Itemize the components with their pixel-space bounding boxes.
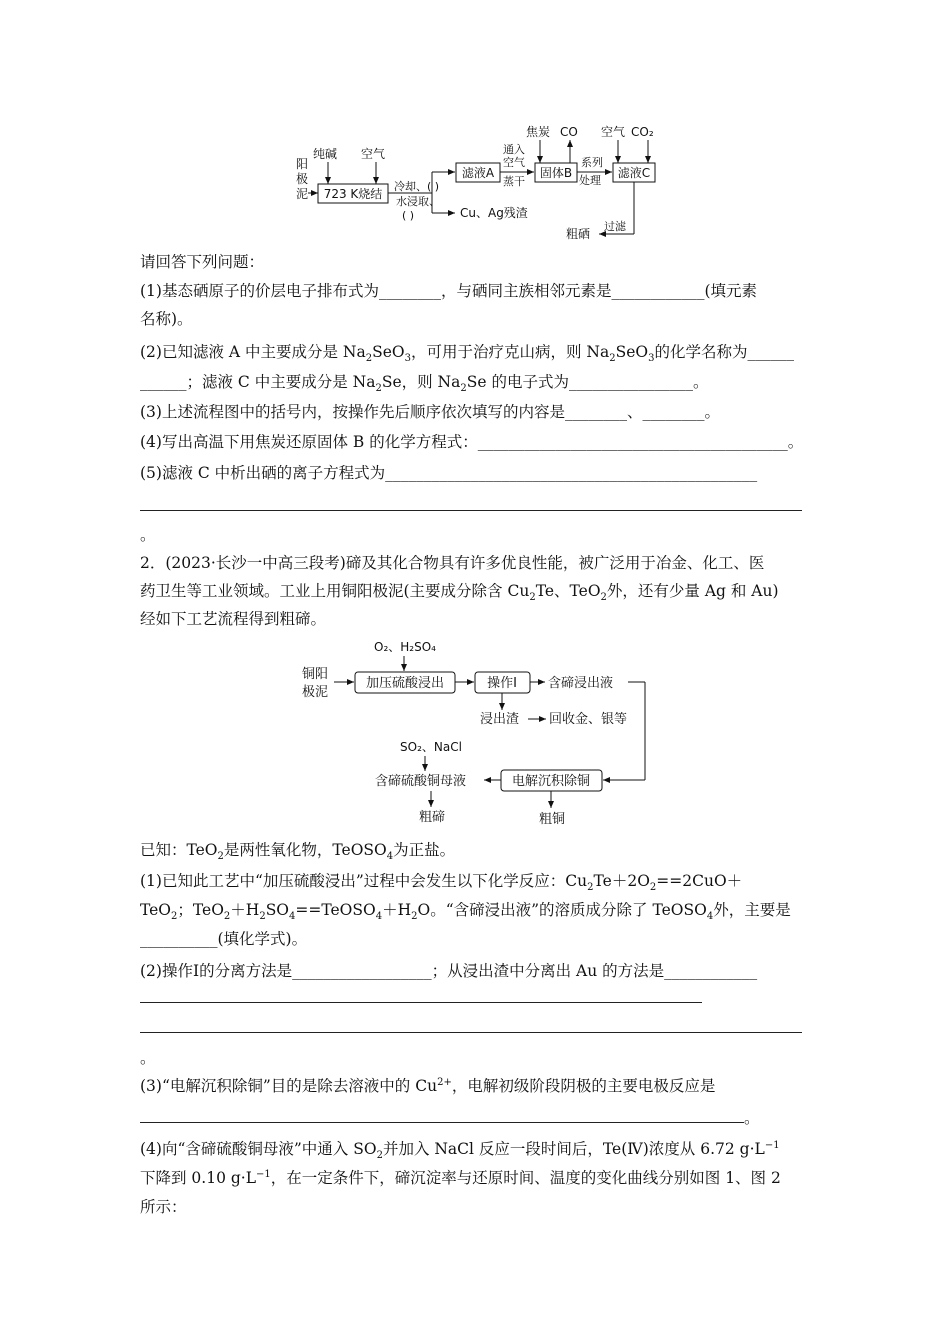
label-kongqi-2: 空气 — [601, 125, 626, 139]
label-filtrate-c: 滤液C — [617, 166, 651, 180]
label-sintering: 723 K烧结 — [323, 187, 383, 201]
q2-sub4-line3: 所示： — [140, 1198, 187, 1216]
q1-intro: 请回答下列问题： — [140, 253, 265, 271]
label-residue: Cu、Ag残渣 — [460, 206, 528, 220]
label-kongqi-1: 空气 — [361, 147, 386, 161]
q1-part3: (3)上述流程图中的括号内，按操作先后顺序依次填写的内容是________、________。 — [140, 403, 720, 421]
label-crude-te: 粗碲 — [419, 810, 446, 825]
q1-part5: (5)滤液 C 中析出硒的离子方程式为________________________________________________ — [140, 464, 758, 482]
q1-part1-line2: 名称)。 — [140, 310, 193, 328]
q2-sub1-line2: TeO$_2$；$TeO_2+H_2SO_4==TeOSO_4+H_2O$。“含碲浸出液”的溶质成分除了 TeOSO$_4$外，主要是 — [140, 901, 791, 923]
label-tongru: 通入 — [503, 143, 525, 156]
label-tongyangjini-1: 铜阳 — [302, 667, 329, 682]
label-reagents-mid: SO₂、NaCl — [400, 740, 462, 754]
label-chunjian: 纯碱 — [313, 147, 338, 161]
label-chuli: 处理 — [579, 174, 601, 187]
label-cuxi: 粗硒 — [566, 227, 591, 241]
q2-sub3-end: 。 — [744, 1109, 760, 1127]
q2-sub4-line1: (4)向“含碲硫酸铜母液”中通入 $SO_2$并加入 NaCl 反应一段时间后，Te(Ⅳ)浓度从 6.72 $g\cdot L^{-1}$ — [140, 1139, 780, 1162]
label-leach-solution: 含碲浸出液 — [548, 676, 614, 691]
q2-sub1-line1: (1)已知此工艺中“加压硫酸浸出”过程中会发生以下化学反应：$Cu_2Te+2O_2==2CuO+$ — [140, 872, 743, 894]
label-shuijin: 水浸取、 — [396, 195, 440, 208]
label-reagents-top: O₂、H₂SO₄ — [374, 640, 436, 654]
label-crude-cu: 粗铜 — [539, 812, 566, 827]
q1-part2-line2: ______；滤液 C 中主要成分是 $Na_2Se$，则 $Na_2Se$ 的电子式为________________。 — [140, 373, 709, 395]
label-yangjini-2: 极 — [296, 172, 309, 186]
label-xilie: 系列 — [581, 156, 603, 169]
label-yangjini-3: 泥 — [296, 187, 309, 201]
label-operation-1: 操作Ⅰ — [487, 676, 517, 691]
q2-sub4-line2: 下降到 0.10 $g\cdot L^{-1}$，在一定条件下，碲沉淀率与还原时间、温度的变化曲线分别如图 1、图 2 — [140, 1168, 781, 1187]
label-tongyangjini-2: 极泥 — [302, 685, 329, 700]
label-mother-liquor: 含碲硫酸铜母液 — [375, 774, 467, 789]
q1-part2-line1: (2)已知滤液 A 中主要成分是 $Na_2SeO_3$，可用于治疗克山病，则 $Na_2SeO_3$的化学名称为______ — [140, 343, 794, 365]
label-electrolysis: 电解沉积除铜 — [511, 774, 591, 789]
answer-line — [140, 1002, 702, 1003]
label-filtrate-a: 滤液A — [461, 166, 495, 180]
q1-end-mark: 。 — [140, 526, 156, 544]
q2-stem-line3: 经如下工艺流程得到粗碲。 — [140, 610, 327, 628]
label-jiaotan: 焦炭 — [526, 125, 551, 139]
label-recover: 回收金、银等 — [549, 712, 628, 727]
q2-known: 已知：TeO$_2$是两性氧化物，TeOSO$_4$为正盐。 — [140, 841, 456, 863]
label-pressure-leach: 加压硫酸浸出 — [365, 676, 445, 691]
q1-part4: (4)写出高温下用焦炭还原固体 B 的化学方程式：________________________________________。 — [140, 433, 804, 451]
answer-line — [140, 1032, 802, 1033]
answer-line — [140, 1122, 744, 1123]
q2-stem-line2: 药卫生等工业领域。工业上用铜阳极泥(主要成分除含 $Cu_2Te$、TeO$_2$外，还有少量 Ag 和 Au) — [140, 582, 779, 604]
q2-stem-line1: 2．(2023·长沙一中高三段考)碲及其化合物具有许多优良性能，被广泛用于冶金、化工、医 — [140, 554, 765, 572]
label-guolv: 过滤 — [604, 220, 626, 233]
label-co: CO — [560, 125, 578, 139]
label-co2: CO₂ — [631, 125, 654, 139]
label-paren: ( ) — [402, 209, 415, 222]
label-leach-residue: 浸出渣 — [480, 712, 520, 727]
label-kongqi-tong: 空气 — [503, 156, 525, 169]
q2-sub1-line3: __________(填化学式)。 — [140, 930, 308, 948]
label-zhenggan: 蒸干 — [503, 175, 525, 188]
label-solid-b: 固体B — [539, 166, 573, 180]
q1-part1-line1: (1)基态硒原子的价层电子排布式为________，与硒同主族相邻元素是____________(填元素 — [140, 282, 758, 300]
q2-sub2-end: 。 — [140, 1049, 156, 1067]
q2-sub2-line1: (2)操作Ⅰ的分离方法是__________________；从浸出渣中分离出 Au 的方法是____________ — [140, 962, 758, 980]
label-yangjini-1: 阳 — [296, 157, 309, 171]
q2-sub3-line1: (3)“电解沉积除铜”目的是除去溶液中的 $Cu^{2+}$，电解初级阶段阴极的主要电极反应是 — [140, 1076, 716, 1095]
label-lengque: 冷却、( ) — [394, 180, 440, 193]
